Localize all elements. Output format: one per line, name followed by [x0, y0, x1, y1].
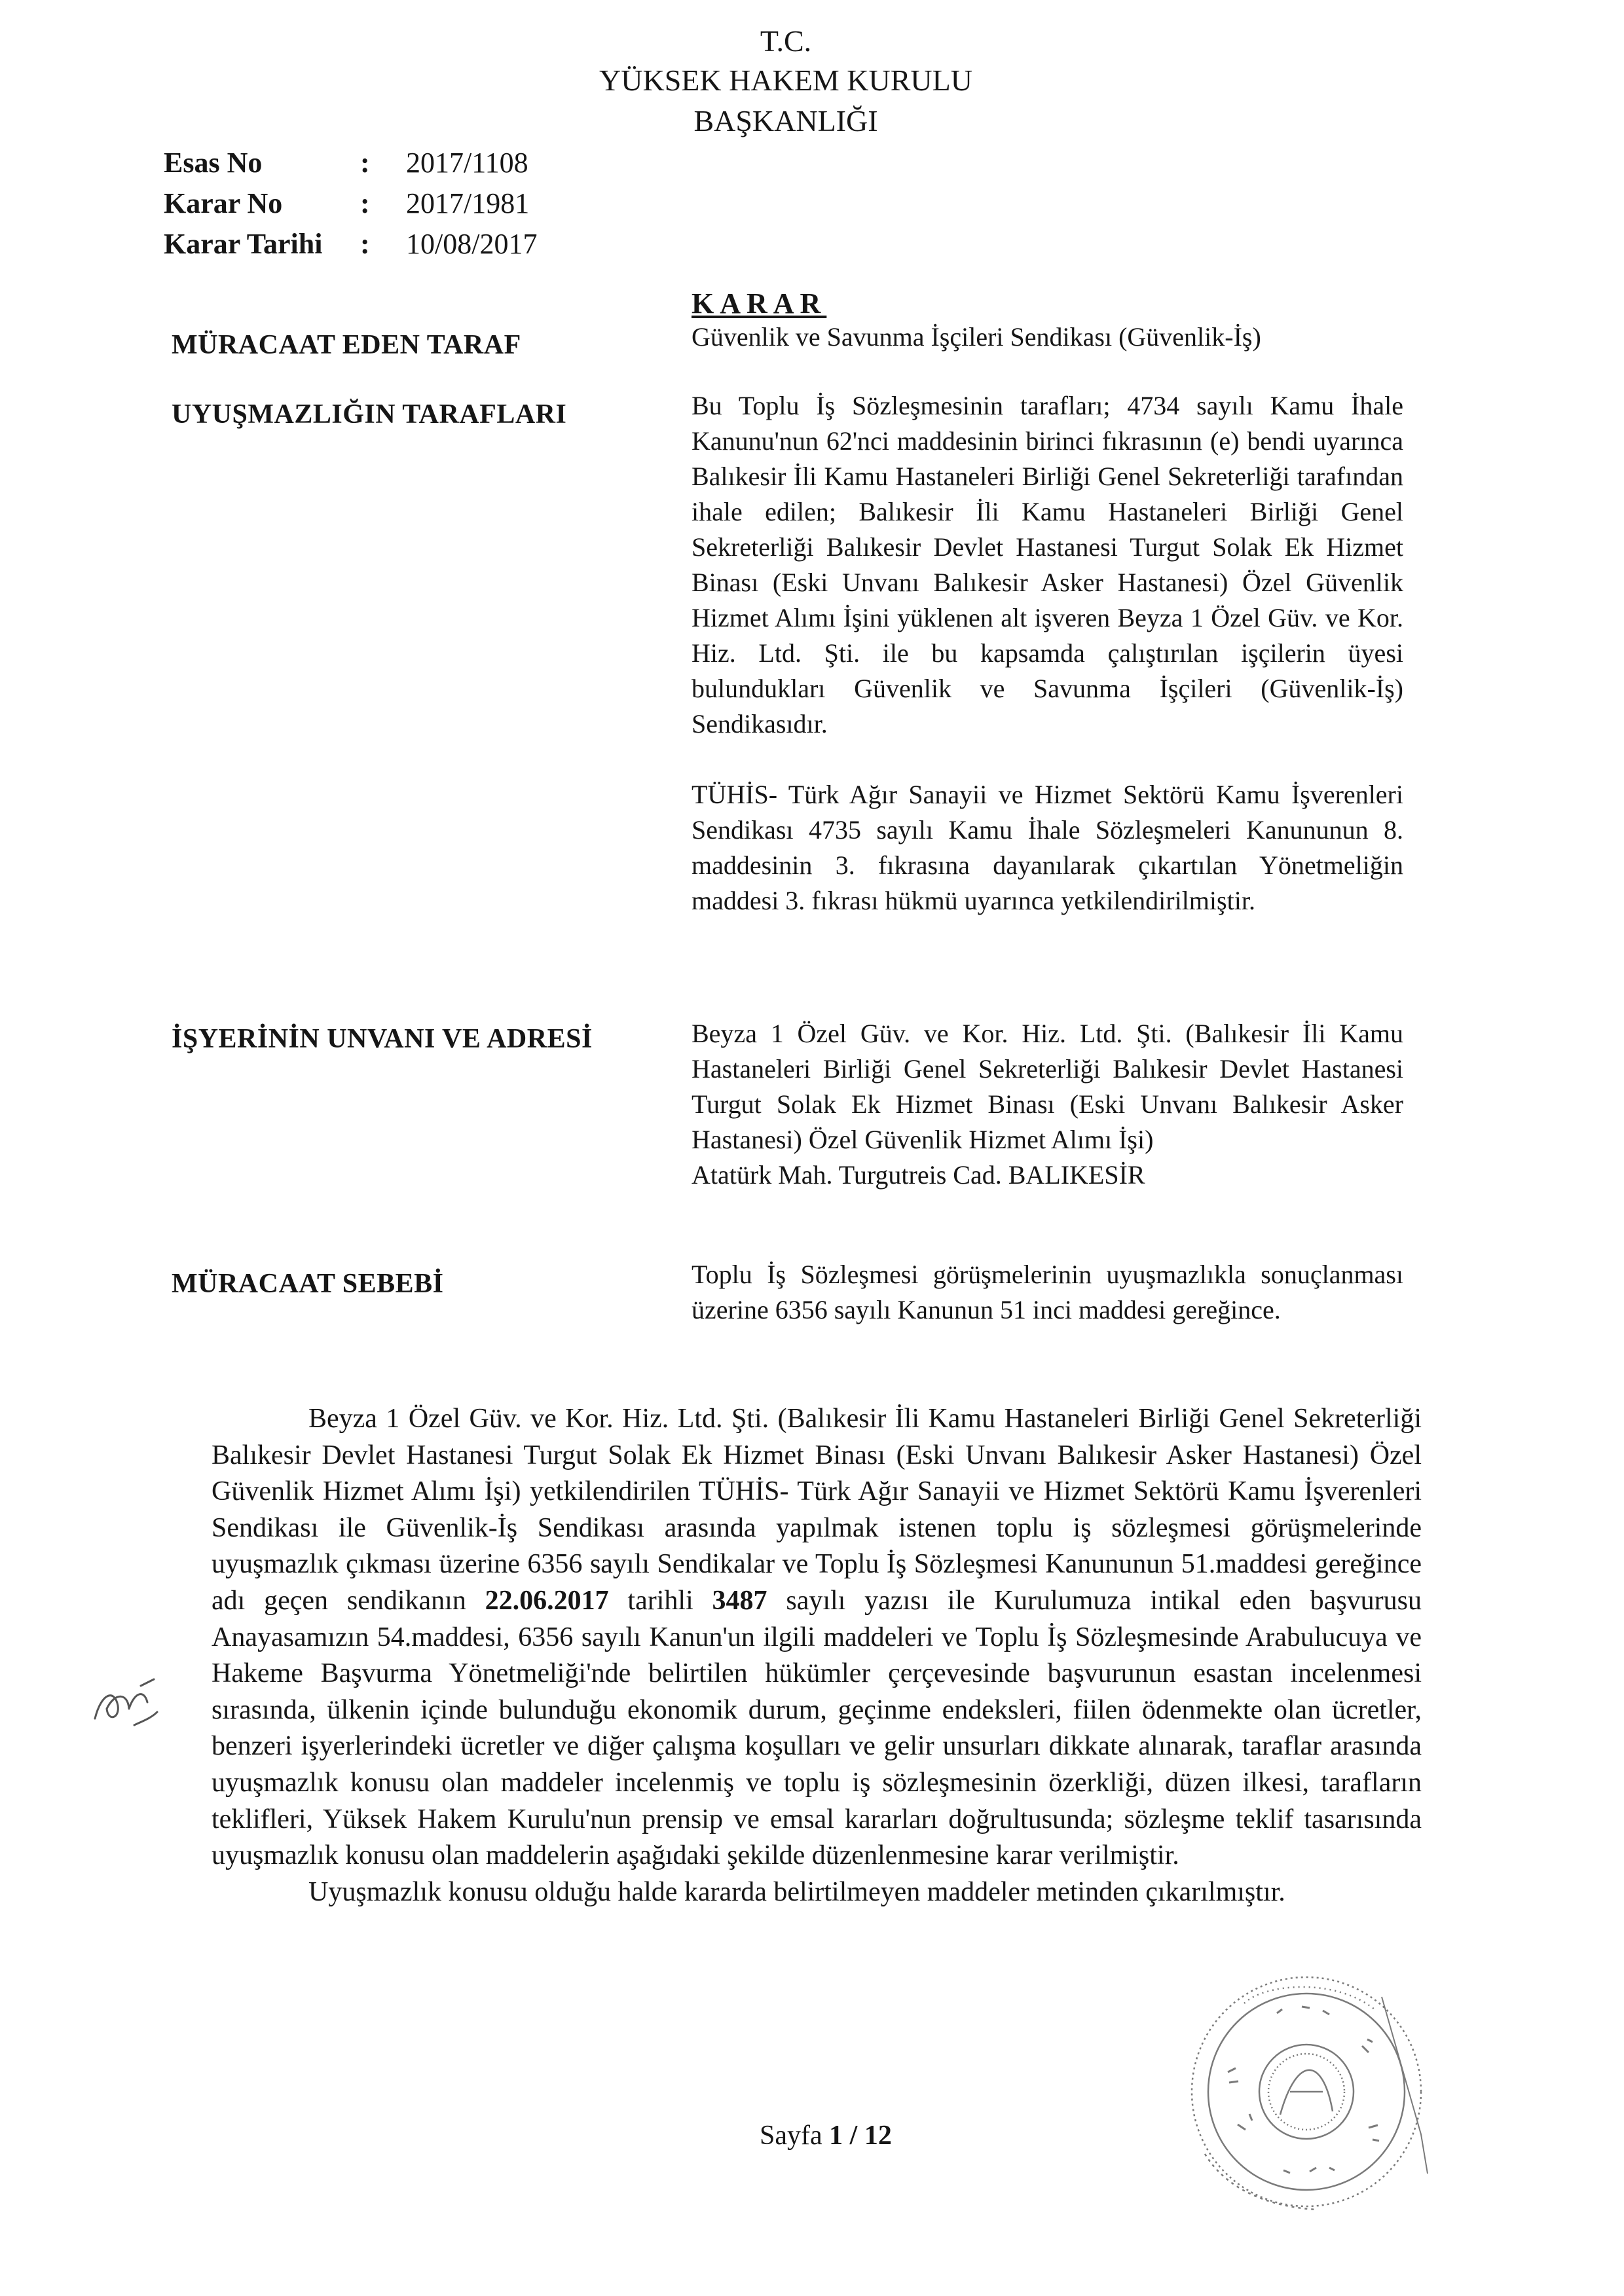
ref-value: 10/08/2017: [406, 228, 538, 260]
ref-colon: :: [360, 228, 370, 260]
body-paragraph-1: [212, 1401, 1422, 1874]
workplace-label: İŞYERİNİN UNVANI VE ADRESİ: [172, 1024, 593, 1054]
page-number: [760, 2120, 892, 2151]
ref-colon: :: [360, 187, 370, 219]
body-p1-part-b: tarihli: [608, 1585, 712, 1616]
reason-text: [692, 1257, 1403, 1328]
margin-initials-icon: [88, 1673, 160, 1732]
ref-key: Karar Tarihi: [164, 228, 323, 260]
ref-colon: :: [360, 147, 370, 179]
ref-key: Karar No: [164, 187, 283, 219]
header-office: BAŞKANLIĞI: [693, 104, 878, 137]
reason-label: MÜRACAAT SEBEBİ: [172, 1269, 444, 1299]
body-paragraph-2: Uyuşmazlık konusu olduğu halde kararda belirtilmeyen maddeler metinden çıkarılmıştır.: [308, 1876, 1285, 1907]
ref-row-karar-tarihi: [164, 224, 537, 264]
reference-block: [164, 143, 537, 264]
workplace-text: [692, 1016, 1403, 1193]
ref-row-esas-no: [164, 143, 537, 183]
applicant-text: [692, 319, 1403, 355]
workplace-title: Beyza 1 Özel Güv. ve Kor. Hiz. Ltd. Şti. (Balıkesir İli Kamu Hastaneleri Birliği Genel Sekreterliği Balıkesir Devlet Hastanesi Turgut Solak Ek Hizmet Binası (Eski Unvanı Balıkesir Asker Hastanesi) Özel Güvenlik Hizmet Alımı İşi): [692, 1019, 1403, 1154]
applicant-label: MÜRACAAT EDEN TARAF: [172, 330, 521, 360]
header-institution: YÜKSEK HAKEM KURULU: [599, 64, 972, 97]
ref-key: Esas No: [164, 147, 263, 179]
page-current: 1: [829, 2121, 843, 2151]
parties-paragraph-1: Bu Toplu İş Sözleşmesinin tarafları; 4734 sayılı Kamu İhale Kanunu'nun 62'nci maddesinin birinci fıkrasının (e) bendi uyarınca Balıkesir İli Kamu Hastaneleri Birliği Genel Sekreterliği tarafından ihale edilen; Balıkesir İli Kamu Hastaneleri Birliği Genel Sekreterliği Balıkesir Devlet Hastanesi Turgut Solak Ek Hizmet Binası (Eski Unvanı Balıkesir Asker Hastanesi) Özel Güvenlik Hizmet Alımı İşini yüklenen alt işveren Beyza 1 Özel Güv. ve Kor. Hiz. Ltd. Şti. ile bu kapsamda çalıştırılan işçilerin üyesi bulundukları Güvenlik ve Savunma İşçileri (Güvenlik-İş) Sendikasıdır.: [692, 391, 1403, 738]
body-p1-part-a: Beyza 1 Özel Güv. ve Kor. Hiz. Ltd. Şti. (Balıkesir İli Kamu Hastaneleri Birliği Genel Sekreterliği Balıkesir Devlet Hastanesi Turgut Solak Ek Hizmet Binası (Eski Unvanı Balıkesir Asker Hastanesi) Özel Güvenlik Hizmet Alımı İşi) yetkilendirilen TÜHİS- Türk Ağır Sanayii ve Hizmet Sektörü Kamu İşverenleri Sendikası ile Güvenlik-İş Sendikası arasında yapılmak istenen toplu iş sözleşmesi görüşmelerinde uyuşmazlık çıkması üzerine 6356 sayılı Sendikalar ve Toplu İş Sözleşmesi Kanununun 51.maddesi gereğince adı geçen sendikanın: [212, 1404, 1422, 1616]
header-country: T.C.: [760, 24, 812, 58]
decision-body: [212, 1401, 1422, 1910]
body-p1-part-c: sayılı yazısı ile Kurulumuza intikal eden başvurusu Anayasamızın 54.maddesi, 6356 sayılı Kanun'un ilgili maddeleri ve Toplu İş Sözleşmesinde Arabulucuya ve Hakeme Başvurma Yönetmeliği'nde belirtilen hükümler çerçevesinde başvurunun esastan incelenmesi sırasında, ülkenin içinde bulunduğu ekonomik durum, geçinme endeksleri, fiilen ödenmekte olan ücretler, benzeri işyerlerindeki ücretler ve diğer çalışma koşulları ve gelir unsurları dikkate alınarak, taraflar arasında uyuşmazlık konusu olan maddeler incelenmiş ve toplu iş sözleşmesinin özerkliği, düzen ilkesi, tarafların teklifleri, Yüksek Hakem Kurulu'nun prensip ve emsal kararları doğrultusunda; sözleşme teklif tasarısında uyuşmazlık konusu olan maddelerin aşağıdaki şekilde düzenlenmesine karar verilmiştir.: [212, 1585, 1422, 1871]
application-date: 22.06.2017: [485, 1585, 609, 1616]
workplace-address: Atatürk Mah. Turgutreis Cad. BALIKESİR: [692, 1160, 1145, 1190]
page-total: 12: [864, 2121, 892, 2151]
decision-title: KARAR: [692, 287, 827, 319]
reason-value: Toplu İş Sözleşmesi görüşmelerinin uyuşmazlıkla sonuçlanması üzerine 6356 sayılı Kanunun 51 inci maddesi gereğince.: [692, 1260, 1403, 1324]
ref-value: 2017/1108: [406, 147, 528, 179]
page-separator: /: [843, 2121, 864, 2151]
applicant-value: Güvenlik ve Savunma İşçileri Sendikası (Güvenlik-İş): [692, 322, 1261, 352]
application-number: 3487: [712, 1585, 767, 1616]
ref-row-karar-no: [164, 183, 537, 224]
page-prefix: Sayfa: [760, 2121, 830, 2151]
parties-paragraph-2: TÜHİS- Türk Ağır Sanayii ve Hizmet Sektörü Kamu İşverenleri Sendikası 4735 sayılı Kamu İhale Sözleşmeleri Kanununun 8. maddesinin 3. fıkrasına dayanılarak çıkartılan Yönetmeliğin maddesi 3. fıkrası hükmü uyarınca yetkilendirilmiştir.: [692, 780, 1403, 915]
official-seal-icon: [1166, 1958, 1441, 2219]
parties-label: UYUŞMAZLIĞIN TARAFLARI: [172, 399, 567, 429]
ref-value: 2017/1981: [406, 187, 530, 219]
parties-text: [692, 388, 1403, 919]
